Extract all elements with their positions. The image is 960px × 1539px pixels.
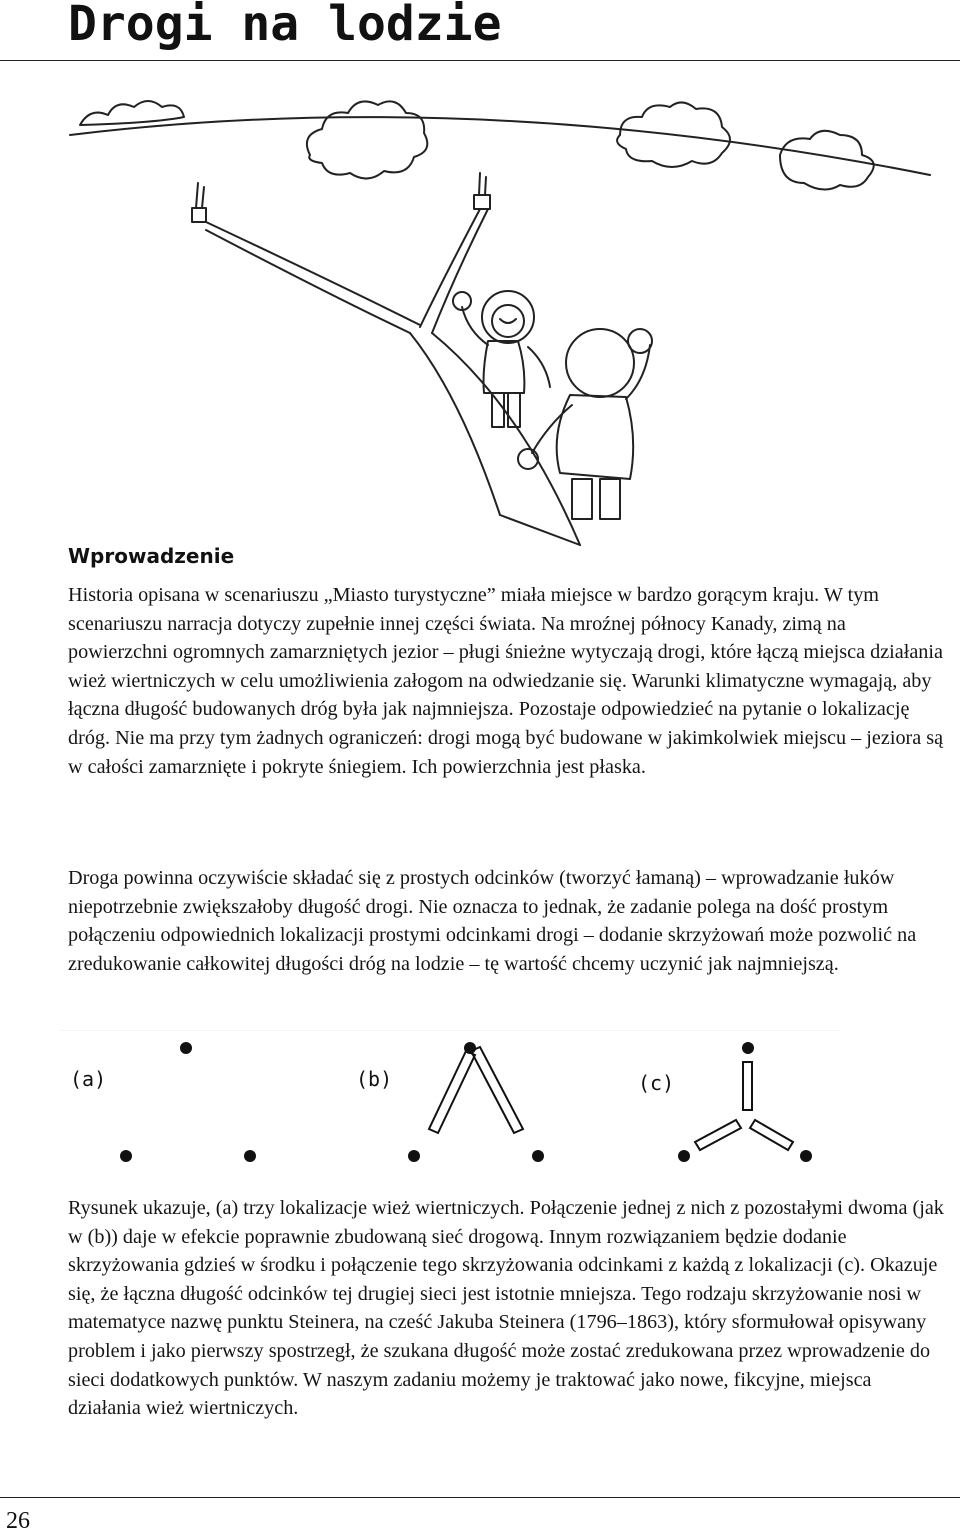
tower-point xyxy=(464,1042,476,1054)
tower-point xyxy=(180,1042,192,1054)
intro-paragraph-1: Historia opisana w scenariuszu „Miasto turystyczne” miała miejsce w bardzo gorącym kraju. W tym scenariuszu narracja dotyczy zupełnie innej części świata. Na mroźnej północy Kanady, zimą na powierzchni ogromnych zamarzniętych jezior – pługi śnieżne wytyczają drogi, które łączą miejsca działania wież wiertniczych w celu umożliwienia załogom na odwiedzanie się. Warunki klimatyczne wymagają, aby łączna długość budowanych dróg była jak najmniejsza. Pozostaje odpowiedzieć na pytanie o lokalizację dróg. Nie ma przy tym żadnych ograniczeń: drogi mogą być budowane w jakimkolwiek miejscu – jeziora są w całości zamarznięte i pokryte śniegiem. Ich powierzchnia jest płaska. xyxy=(68,584,944,778)
tower-point xyxy=(532,1150,544,1162)
road-segment xyxy=(429,1051,475,1133)
tower-point xyxy=(742,1042,754,1054)
cloud-icon xyxy=(80,101,184,125)
road-segment xyxy=(471,1047,523,1133)
bottom-divider xyxy=(0,1497,960,1498)
intro-paragraph-2: Droga powinna oczywiście składać się z prostych odcinków (tworzyć łamaną) – wprowadzanie łuków niepotrzebnie zwiększałoby długość drogi. Nie oznacza to jednak, że zadanie polega na dość prostym połączeniu odpowiednich lokalizacji prostymi odcinkami drogi – dodanie skrzyżowań może pozwolić na zredukowanie całkowitej długości dróg na lodzie – tę wartość chcemy uczynić jak najmniejszą. xyxy=(68,867,917,975)
figure-label-a: (a) xyxy=(70,1067,107,1091)
road-segment xyxy=(695,1120,741,1150)
top-divider xyxy=(0,60,960,61)
tower-point xyxy=(678,1150,690,1162)
figure-label-b: (b) xyxy=(356,1067,393,1091)
figure-explanation-paragraph: Rysunek ukazuje, (a) trzy lokalizacje wież wiertniczych. Połączenie jednej z nich z pozostałymi dwoma (jak w (b)) daje w efekcie poprawnie zbudowaną sieć drogową. Innym rozwiązaniem będzie dodanie skrzyżowania gdzieś w środku i połączenie tego skrzyżowania odcinkami z każdą z lokalizacji (c). Okazuje się, że łączna długość odcinków tej drugiej sieci jest istotnie mniejsza. Tego rodzaju skrzyżowanie nosi w matematyce nazwę punktu Steinera, na cześć Jakuba Steinera (1796–1863), który sformułował opisywany problem i jako pierwszy spostrzegł, że szukana długość może zostać zredukowana przez wprowadzenie do sieci dodatkowych punktów. W naszym zadaniu możemy je traktować jako nowe, fikcyjne, miejsca działania wież wiertniczych. xyxy=(68,1197,944,1420)
drilling-tower-icon xyxy=(474,173,490,209)
ice-road-illustration xyxy=(60,95,940,555)
page-number: 26 xyxy=(6,1508,30,1534)
tower-point xyxy=(244,1150,256,1162)
road-segment xyxy=(750,1120,793,1150)
tower-point xyxy=(408,1150,420,1162)
cloud-icon xyxy=(780,131,874,190)
cloud-icon xyxy=(307,101,427,178)
section-heading: Wprowadzenie xyxy=(68,544,235,568)
tower-point xyxy=(120,1150,132,1162)
steiner-figure xyxy=(60,1030,840,1170)
horizon-line xyxy=(70,117,930,175)
page-title: Drogi na lodzie xyxy=(68,0,502,52)
tower-point xyxy=(800,1150,812,1162)
drilling-tower-icon xyxy=(192,183,206,222)
road-segment xyxy=(743,1062,752,1110)
figure-label-c: (c) xyxy=(638,1071,675,1095)
